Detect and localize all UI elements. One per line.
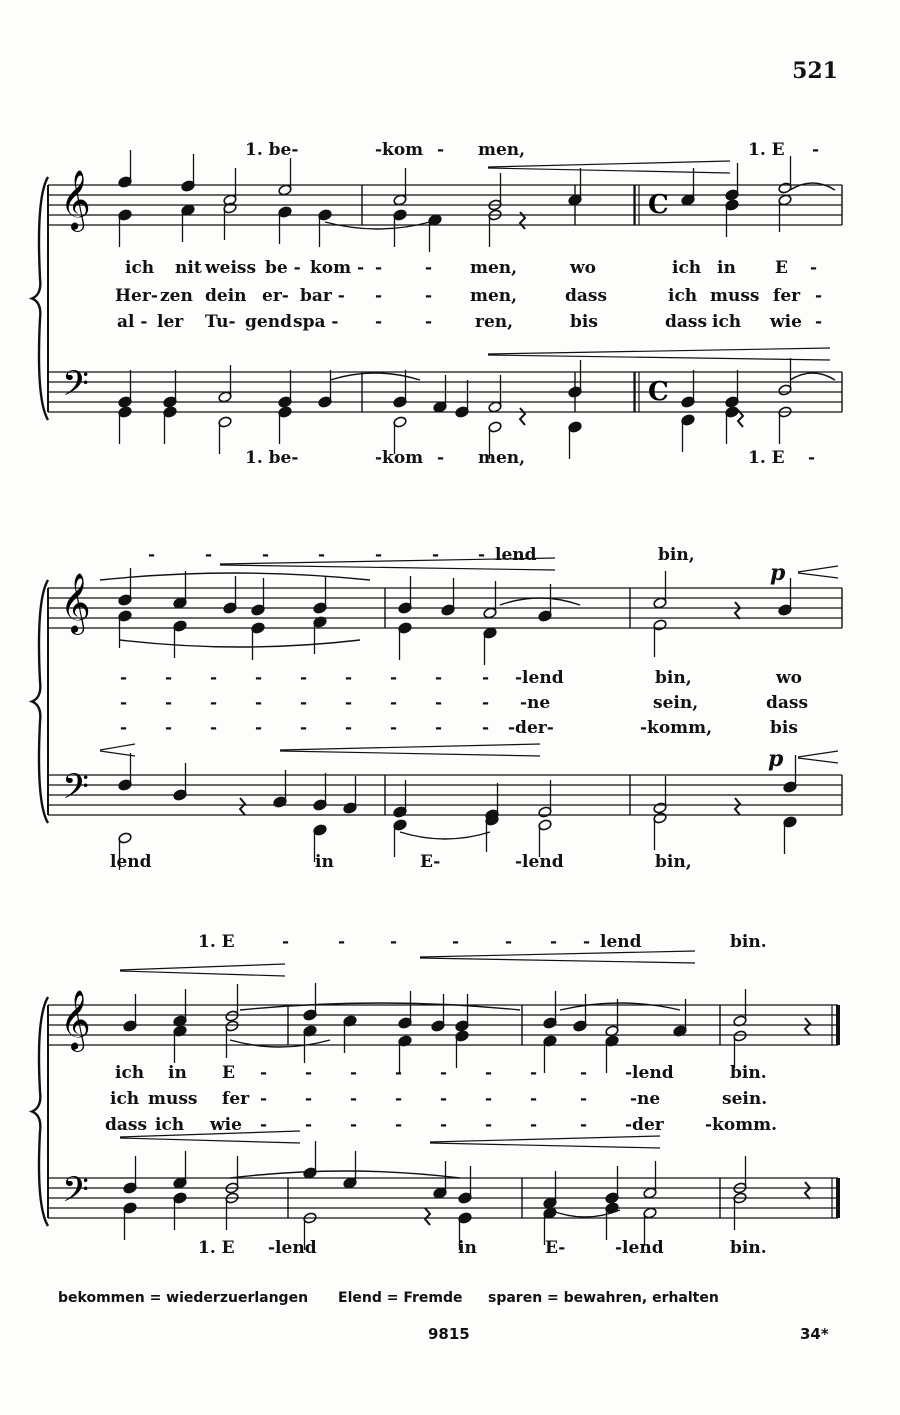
verse-syllable: - bbox=[375, 312, 383, 332]
verse-syllable: - bbox=[482, 718, 490, 738]
verse-syllable: ren, bbox=[475, 312, 514, 332]
verse-syllable: - bbox=[395, 1089, 403, 1109]
lower-text-syllable: men, bbox=[478, 448, 526, 468]
crescendo-mark bbox=[420, 958, 695, 963]
verse-syllable: - bbox=[305, 1063, 313, 1083]
verse-syllable: - bbox=[485, 1063, 493, 1083]
verse-syllable: - bbox=[210, 718, 218, 738]
verse-syllable: - bbox=[435, 693, 443, 713]
verse-syllable: - bbox=[440, 1089, 448, 1109]
verse-syllable: Tu- bbox=[205, 312, 236, 332]
verse-syllable: E bbox=[775, 258, 788, 278]
footnote-sparen: sparen = bewahren, erhalten bbox=[488, 1290, 719, 1306]
upper-text-syllable: - bbox=[437, 140, 445, 160]
page-number: 521 bbox=[792, 58, 838, 84]
verse-syllable: weiss bbox=[205, 258, 257, 278]
verse-syllable: - bbox=[530, 1063, 538, 1083]
lower-text-syllable: - bbox=[808, 448, 816, 468]
verse-syllable: dass bbox=[665, 312, 708, 332]
upper-text-syllable: - bbox=[583, 932, 591, 952]
verse-syllable: - bbox=[815, 312, 823, 332]
verse-syllable: nit bbox=[175, 258, 202, 278]
verse-syllable: - bbox=[120, 718, 128, 738]
upper-text-syllable: - bbox=[148, 545, 156, 565]
upper-text-syllable: - bbox=[318, 545, 326, 565]
verse-syllable: - bbox=[482, 668, 490, 688]
upper-text-syllable: lend bbox=[495, 545, 537, 565]
lower-text-syllable: -lend bbox=[615, 1238, 664, 1258]
verse-syllable: Her- bbox=[115, 286, 158, 306]
upper-text-syllable: lend bbox=[600, 932, 642, 952]
system-brace bbox=[32, 177, 48, 420]
lower-text-syllable: 1. E bbox=[748, 448, 785, 468]
verse-syllable: al - bbox=[117, 312, 148, 332]
lower-text-syllable: - bbox=[437, 448, 445, 468]
verse-syllable: - bbox=[210, 668, 218, 688]
upper-text-syllable: - bbox=[262, 545, 270, 565]
verse-syllable: zen bbox=[160, 286, 193, 306]
upper-text-syllable: - bbox=[505, 932, 513, 952]
verse-syllable: er- bbox=[262, 286, 289, 306]
verse-syllable: kom - bbox=[310, 258, 365, 278]
verse-syllable: -der bbox=[625, 1115, 664, 1135]
verse-syllable: - bbox=[120, 668, 128, 688]
verse-syllable: - bbox=[345, 693, 353, 713]
verse-syllable: ich bbox=[672, 258, 702, 278]
upper-text-syllable: - bbox=[432, 545, 440, 565]
upper-text-syllable: - bbox=[205, 545, 213, 565]
crescendo-mark bbox=[488, 348, 830, 354]
verse-syllable: - bbox=[485, 1115, 493, 1135]
verse-syllable: ich bbox=[125, 258, 155, 278]
verse-syllable: - bbox=[350, 1089, 358, 1109]
verse-syllable: - bbox=[440, 1115, 448, 1135]
verse-syllable: bis bbox=[570, 312, 598, 332]
verse-syllable: - bbox=[390, 668, 398, 688]
verse-syllable: - bbox=[440, 1063, 448, 1083]
upper-text-syllable: - bbox=[452, 932, 460, 952]
verse-syllable: wie bbox=[770, 312, 802, 332]
system-brace bbox=[32, 997, 48, 1226]
verse-syllable: - bbox=[435, 718, 443, 738]
upper-text-syllable: - bbox=[390, 932, 398, 952]
upper-text-syllable: - bbox=[550, 932, 558, 952]
crescendo-mark bbox=[280, 744, 540, 750]
upper-text-syllable: - bbox=[478, 545, 486, 565]
verse-syllable: - bbox=[165, 693, 173, 713]
verse-syllable: - bbox=[165, 668, 173, 688]
verse-syllable: in bbox=[168, 1063, 187, 1083]
upper-text-syllable: 1. E bbox=[748, 140, 785, 160]
verse-syllable: -ne bbox=[520, 693, 551, 713]
lower-text-syllable: 1. E bbox=[198, 1238, 235, 1258]
verse-syllable: fer bbox=[222, 1089, 250, 1109]
upper-text-syllable: -kom bbox=[375, 140, 424, 160]
crescendo-mark bbox=[100, 751, 135, 756]
verse-syllable: - bbox=[305, 1115, 313, 1135]
verse-syllable: - bbox=[300, 718, 308, 738]
dynamic-piano-upper: p bbox=[770, 560, 786, 586]
verse-syllable: - bbox=[530, 1115, 538, 1135]
verse-syllable: - bbox=[390, 693, 398, 713]
verse-syllable: - bbox=[255, 718, 263, 738]
crescendo-mark bbox=[798, 751, 838, 757]
verse-syllable: ich bbox=[155, 1115, 185, 1135]
verse-syllable: gend bbox=[245, 312, 292, 332]
lower-text-syllable: in bbox=[315, 852, 334, 872]
crescendo-mark bbox=[488, 161, 730, 167]
crescendo-mark bbox=[488, 355, 830, 360]
upper-text-syllable: - bbox=[282, 932, 290, 952]
verse-syllable: - bbox=[435, 668, 443, 688]
rest-mark bbox=[805, 1182, 810, 1199]
verse-syllable: ler bbox=[157, 312, 184, 332]
verse-syllable: - bbox=[165, 718, 173, 738]
lower-text-syllable: -kom bbox=[375, 448, 424, 468]
plate-number: 9815 bbox=[428, 1325, 470, 1343]
rest-mark bbox=[240, 798, 245, 815]
verse-syllable: - bbox=[210, 693, 218, 713]
rest-mark bbox=[805, 1018, 810, 1035]
rest-mark bbox=[425, 1208, 430, 1225]
verse-syllable: men, bbox=[470, 258, 518, 278]
slur bbox=[790, 373, 835, 380]
verse-syllable: sein. bbox=[722, 1089, 768, 1109]
bass-clef: 𝄢 bbox=[62, 1169, 90, 1218]
verse-syllable: dass bbox=[766, 693, 809, 713]
verse-syllable: spa - bbox=[293, 312, 339, 332]
footnote-elend: Elend = Fremde bbox=[338, 1290, 463, 1306]
verse-syllable: bar - bbox=[300, 286, 345, 306]
crescendo-mark bbox=[798, 573, 838, 578]
verse-syllable: -komm, bbox=[640, 718, 713, 738]
verse-syllable: bin. bbox=[730, 1063, 767, 1083]
crescendo-mark bbox=[120, 964, 285, 970]
verse-syllable: be - bbox=[265, 258, 301, 278]
verse-syllable: bis bbox=[770, 718, 798, 738]
verse-syllable: -ne bbox=[630, 1089, 661, 1109]
verse-syllable: wo bbox=[776, 668, 802, 688]
crescendo-mark bbox=[120, 1138, 300, 1143]
rest-mark bbox=[735, 602, 740, 619]
verse-syllable: ich bbox=[110, 1089, 140, 1109]
verse-syllable: dass bbox=[105, 1115, 148, 1135]
crescendo-mark bbox=[100, 744, 135, 750]
verse-syllable: - bbox=[425, 286, 433, 306]
verse-syllable: -der- bbox=[508, 718, 554, 738]
lower-text-syllable: 1. be- bbox=[245, 448, 299, 468]
crescendo-mark bbox=[120, 971, 285, 976]
lower-text-syllable: bin. bbox=[730, 1238, 767, 1258]
verse-syllable: sein, bbox=[653, 693, 699, 713]
verse-syllable: -lend bbox=[515, 668, 564, 688]
upper-text-syllable: 1. be- bbox=[245, 140, 299, 160]
verse-syllable: dass bbox=[565, 286, 608, 306]
verse-syllable: - bbox=[345, 718, 353, 738]
slur bbox=[560, 1003, 680, 1010]
verse-syllable: dein bbox=[205, 286, 247, 306]
verse-syllable: ich bbox=[712, 312, 742, 332]
verse-syllable: - bbox=[425, 312, 433, 332]
verse-syllable: - bbox=[390, 718, 398, 738]
lower-text-syllable: -lend bbox=[268, 1238, 317, 1258]
slur bbox=[400, 832, 490, 839]
crescendo-mark bbox=[798, 758, 838, 763]
dynamic-piano-lower: p bbox=[768, 746, 784, 772]
upper-text-syllable: 1. E bbox=[198, 932, 235, 952]
common-time-signature: C bbox=[648, 377, 669, 407]
rest-mark bbox=[520, 408, 525, 425]
slur bbox=[230, 1171, 460, 1178]
verse-syllable: - bbox=[580, 1089, 588, 1109]
signature-mark: 34* bbox=[800, 1325, 829, 1343]
verse-syllable: - bbox=[260, 1089, 268, 1109]
verse-syllable: - bbox=[810, 258, 818, 278]
verse-syllable: bin, bbox=[655, 668, 692, 688]
verse-syllable: muss bbox=[148, 1089, 198, 1109]
lower-text-syllable: in bbox=[458, 1238, 477, 1258]
crescendo-mark bbox=[220, 565, 555, 570]
verse-syllable: - bbox=[580, 1115, 588, 1135]
verse-syllable: - bbox=[260, 1063, 268, 1083]
crescendo-mark bbox=[280, 751, 540, 756]
verse-syllable: ich bbox=[115, 1063, 145, 1083]
verse-syllable: - bbox=[120, 693, 128, 713]
upper-text-syllable: - bbox=[338, 932, 346, 952]
verse-syllable: men, bbox=[470, 286, 518, 306]
slur bbox=[240, 1003, 520, 1010]
treble-clef: 𝄞 bbox=[60, 170, 91, 230]
rest-mark bbox=[735, 798, 740, 815]
verse-syllable: muss bbox=[710, 286, 760, 306]
verse-syllable: in bbox=[717, 258, 736, 278]
verse-syllable: - bbox=[375, 258, 383, 278]
verse-syllable: E bbox=[222, 1063, 235, 1083]
upper-text-syllable: bin, bbox=[658, 545, 695, 565]
verse-syllable: - bbox=[255, 668, 263, 688]
verse-syllable: fer bbox=[773, 286, 801, 306]
upper-text-syllable: - bbox=[812, 140, 820, 160]
lower-text-syllable: bin, bbox=[655, 852, 692, 872]
slur bbox=[500, 598, 580, 605]
verse-syllable: - bbox=[350, 1115, 358, 1135]
lower-text-syllable: E- bbox=[420, 852, 441, 872]
upper-text-syllable: - bbox=[375, 545, 383, 565]
lower-text-syllable: lend bbox=[110, 852, 152, 872]
verse-syllable: - bbox=[300, 668, 308, 688]
crescendo-mark bbox=[430, 1143, 660, 1148]
verse-syllable: ich bbox=[668, 286, 698, 306]
crescendo-mark bbox=[798, 566, 838, 572]
verse-syllable: - bbox=[485, 1089, 493, 1109]
crescendo-mark bbox=[420, 951, 695, 957]
verse-syllable: - bbox=[815, 286, 823, 306]
verse-syllable: - bbox=[260, 1115, 268, 1135]
verse-syllable: wo bbox=[570, 258, 596, 278]
footnote-bekommen: bekommen = wiederzuerlangen bbox=[58, 1290, 309, 1306]
treble-clef: 𝄞 bbox=[60, 990, 91, 1050]
verse-syllable: - bbox=[425, 258, 433, 278]
upper-text-syllable: bin. bbox=[730, 932, 767, 952]
verse-syllable: - bbox=[375, 286, 383, 306]
verse-syllable: -lend bbox=[625, 1063, 674, 1083]
verse-syllable: - bbox=[305, 1089, 313, 1109]
lower-text-syllable: E- bbox=[545, 1238, 566, 1258]
verse-syllable: - bbox=[345, 668, 353, 688]
slur bbox=[790, 183, 835, 190]
verse-syllable: - bbox=[580, 1063, 588, 1083]
verse-syllable: - bbox=[255, 693, 263, 713]
slur bbox=[330, 373, 420, 380]
lower-text-syllable: -lend bbox=[515, 852, 564, 872]
crescendo-mark bbox=[430, 1136, 660, 1142]
common-time-signature: C bbox=[648, 190, 669, 220]
verse-syllable: -komm. bbox=[705, 1115, 778, 1135]
slur bbox=[230, 1040, 330, 1047]
slur bbox=[120, 640, 360, 647]
verse-syllable: - bbox=[530, 1089, 538, 1109]
verse-syllable: - bbox=[350, 1063, 358, 1083]
verse-syllable: - bbox=[300, 693, 308, 713]
verse-syllable: - bbox=[395, 1063, 403, 1083]
verse-syllable: wie bbox=[210, 1115, 242, 1135]
upper-text-syllable: men, bbox=[478, 140, 526, 160]
verse-syllable: - bbox=[482, 693, 490, 713]
treble-clef: 𝄞 bbox=[60, 573, 91, 633]
system-brace bbox=[32, 580, 48, 823]
verse-syllable: - bbox=[395, 1115, 403, 1135]
bass-clef: 𝄢 bbox=[62, 363, 90, 412]
bass-clef: 𝄢 bbox=[62, 766, 90, 815]
